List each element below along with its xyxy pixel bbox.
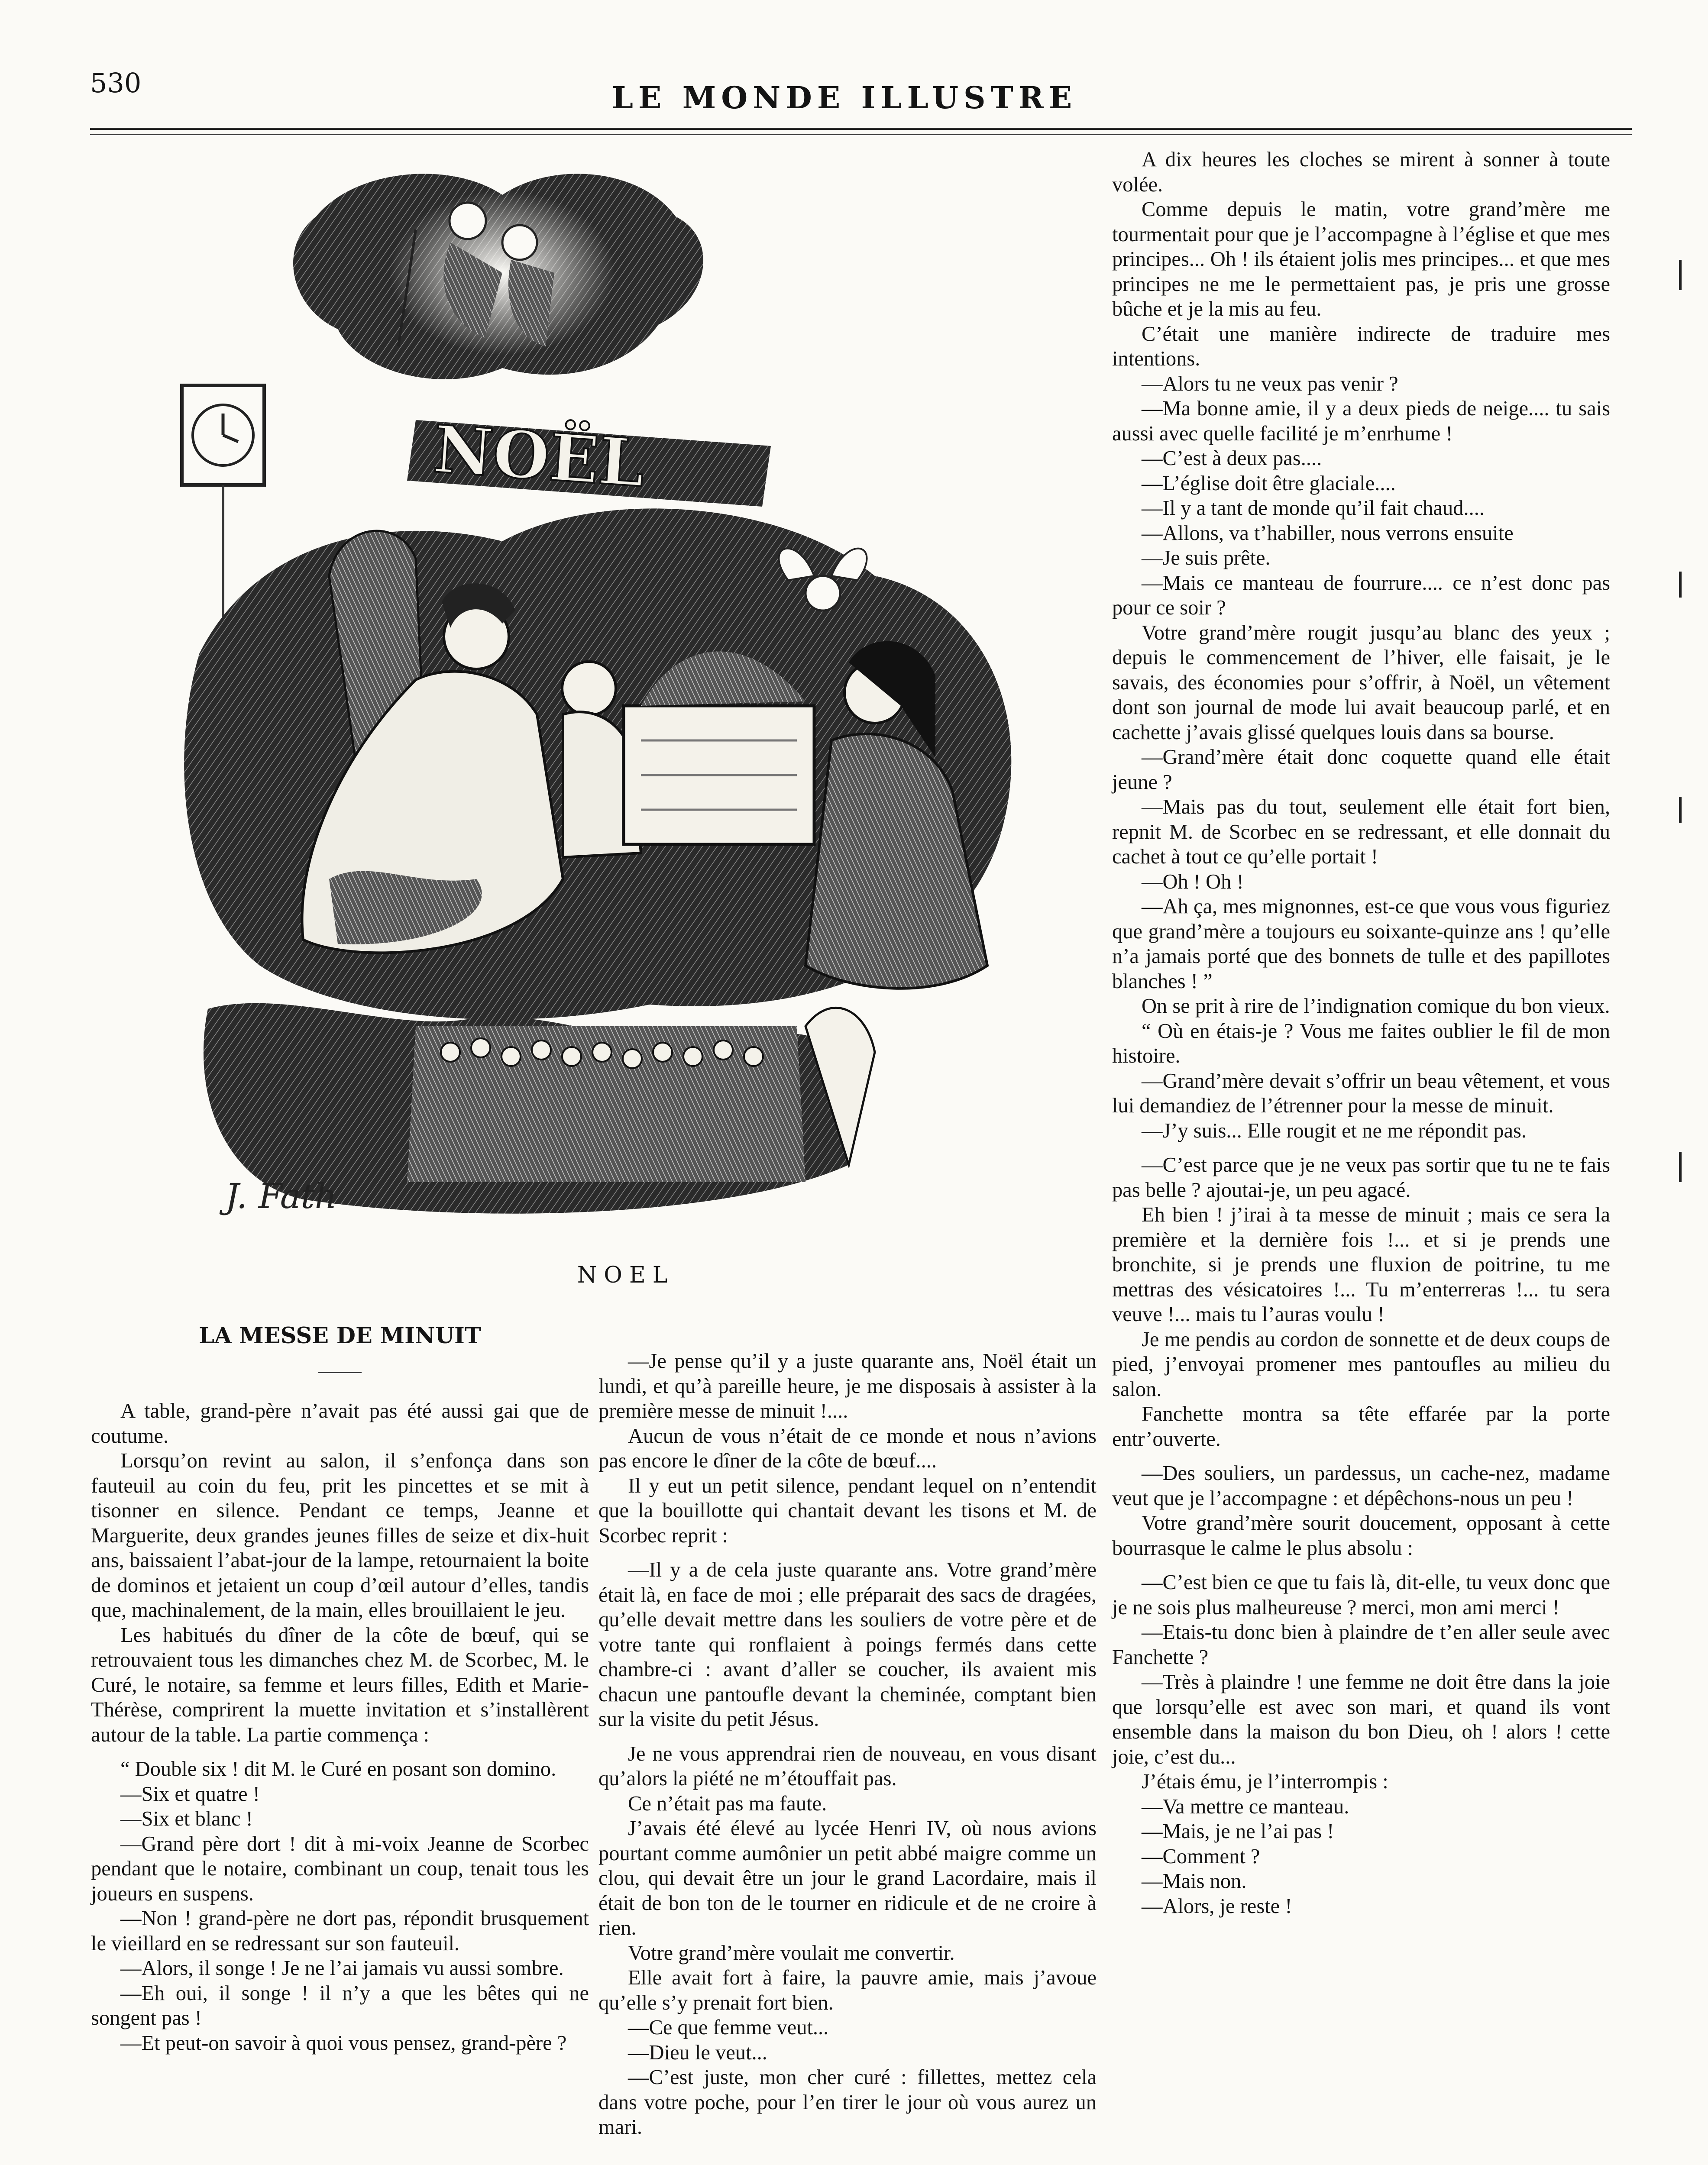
paragraph: C’était une manière indirecte de traduire mes intentions. bbox=[1112, 322, 1610, 370]
paragraph: J’étais ému, je l’interrompis : bbox=[1142, 1770, 1388, 1793]
paragraph: —Ce que femme veut... bbox=[628, 2016, 829, 2039]
holy-family-vignette bbox=[293, 174, 703, 379]
paragraph: —Alors tu ne veux pas venir ? bbox=[1142, 372, 1398, 395]
paragraph: —Dieu le veut... bbox=[628, 2041, 767, 2064]
paragraph: —Etais-tu donc bien à plaindre de t’en aller seule avec Fanchette ? bbox=[1112, 1621, 1610, 1669]
paragraph: —Mais, je ne l’ai pas ! bbox=[1142, 1820, 1334, 1843]
masthead: LE MONDE ILLUSTRE bbox=[611, 80, 1077, 116]
paragraph: —Mais pas du tout, seulement elle était fort bien, repnit M. de Scorbec en se redressant, et elle donnait du cachet à tout ce qu’elle portait ! bbox=[1112, 795, 1610, 868]
paragraph: —Six et blanc ! bbox=[120, 1807, 253, 1830]
paragraph: —Mais ce manteau de fourrure.... ce n’est donc pas pour ce soir ? bbox=[1112, 571, 1610, 619]
paragraph: —Mais non. bbox=[1142, 1870, 1247, 1893]
paragraph: —Grand’mère devait s’offrir un beau vêtement, et vous lui demandiez de l’étrenner pour la messe de minuit. bbox=[1112, 1069, 1610, 1117]
paragraph: —Alors, je reste ! bbox=[1142, 1894, 1292, 1918]
paragraph: Fanchette montra sa tête effarée par la porte entr’ouverte. bbox=[1112, 1402, 1610, 1451]
paragraph: Je ne vous apprendrai rien de nouveau, en vous disant qu’alors la piété ne m’étouffait pas. bbox=[598, 1742, 1097, 1790]
paragraph: “ Où en étais-je ? Vous me faites oublier le fil de mon histoire. bbox=[1112, 1019, 1610, 1067]
paragraph: —Grand père dort ! dit à mi-voix Jeanne de Scorbec pendant que le notaire, combinant un coup, tenait tous les joueurs en suspens. bbox=[91, 1832, 589, 1905]
header-rule bbox=[90, 128, 1632, 130]
illustration-caption: NOEL bbox=[577, 1262, 675, 1288]
paragraph: Lorsqu’on revint au salon, il s’enfonça dans son fauteuil au coin du feu, prit les pincettes et se mit à tisonner en silence. Pendant ce temps, Jeanne et Marguerite, deux grandes jeunes filles de seize et dix-huit ans, baissaient l’abat-jour de la lampe, retournaient la boite de dominos et jetaient un coup d’œil autour d’elles, tandis que, machinalement, de la main, elles brouillaient le jeu. bbox=[91, 1449, 589, 1622]
paragraph: —Allons, va t’habiller, nous verrons ensuite bbox=[1142, 521, 1514, 545]
paragraph: Votre grand’mère sourit doucement, opposant à cette bourrasque le calme le plus absolu : bbox=[1112, 1512, 1610, 1560]
paragraph: —Non ! grand-père ne dort pas, répondit brusquement le vieillard en se redressant sur son fauteuil. bbox=[91, 1907, 589, 1955]
artist-signature: J. Fath bbox=[225, 1176, 337, 1216]
paragraph: Elle avait fort à faire, la pauvre amie, mais j’avoue qu’elle s’y prenait fort bien. bbox=[598, 1966, 1097, 2014]
paragraph: On se prit à rire de l’indignation comique du bon vieux. bbox=[1142, 995, 1610, 1018]
paragraph: Votre grand’mère voulait me convertir. bbox=[628, 1941, 955, 1965]
banner-text: NOËL bbox=[431, 411, 647, 502]
paragraph: Aucun de vous n’était de ce monde et nous n’avions pas encore le dîner de la côte de bœuf.... bbox=[598, 1424, 1097, 1472]
paragraph: —C’est bien ce que tu fais là, dit-elle, tu veux donc que je ne sois plus malheureuse ? merci, mon ami merci ! bbox=[1112, 1571, 1610, 1619]
family-scene bbox=[184, 508, 1011, 1019]
paragraph: Eh bien ! j’irai à ta messe de minuit ; mais ce sera la première et la dernière fois !... et si je prends une bronchite, si je prends une fluxion de poitrine, tu me mettras des vésicatoires !... Tu m’enterreras !... tu sera veuve !... mais tu l’auras voulu ! bbox=[1112, 1203, 1610, 1326]
paragraph: Votre grand’mère rougit jusqu’au blanc des yeux ; depuis le commencement de l’hiver, elle faisait, je le savais, des économies pour s’offrir, à Noël, un vêtement dont son journal de mode lui avait beaucoup parlé, et en cachette j’avais glissé quelques louis dans sa bourse. bbox=[1112, 621, 1610, 744]
paragraph: —Et peut-on savoir à quoi vous pensez, grand-père ? bbox=[120, 2031, 567, 2055]
margin-marks bbox=[1676, 260, 1685, 2078]
paragraph: Les habitués du dîner de la côte de bœuf, qui se retrouvaient tous les dimanches chez M. de Scorbec, M. le Curé, le notaire, sa femme et leurs filles, Edith et Marie-Thérèse, comprirent la muette invitation et s’installèrent autour de la table. La partie commença : bbox=[91, 1623, 589, 1746]
header-rule-thin bbox=[90, 134, 1632, 135]
paragraph: —Je suis prête. bbox=[1142, 546, 1271, 569]
middle-column bbox=[598, 1349, 1097, 2140]
paragraph: —Oh ! Oh ! bbox=[1142, 870, 1244, 893]
paragraph: —Alors, il songe ! Je ne l’ai jamais vu aussi sombre. bbox=[120, 1957, 564, 1980]
paragraph: —L’église doit être glaciale.... bbox=[1142, 472, 1396, 495]
paragraph: —Va mettre ce manteau. bbox=[1142, 1795, 1349, 1818]
paragraph: —Grand’mère était donc coquette quand elle était jeune ? bbox=[1112, 746, 1610, 794]
paragraph: —C’est parce que je ne veux pas sortir que tu ne te fais pas belle ? ajoutai-je, un peu agacé. bbox=[1112, 1154, 1610, 1202]
paragraph: —Il y a tant de monde qu’il fait chaud.... bbox=[1142, 497, 1485, 520]
title-rule bbox=[318, 1372, 362, 1373]
paragraph: —C’est juste, mon cher curé : fillettes, mettez cela dans votre poche, pour l’en tirer le jour où vous aurez un mari. bbox=[598, 2066, 1097, 2139]
paragraph: —Ma bonne amie, il y a deux pieds de neige.... tu sais aussi avec quelle facilité je m’enrhume ! bbox=[1112, 397, 1610, 445]
right-column bbox=[1112, 147, 1610, 1919]
paragraph: “ Double six ! dit M. le Curé en posant son domino. bbox=[120, 1758, 556, 1780]
paragraph: —Six et quatre ! bbox=[120, 1782, 260, 1806]
paragraph: —Ah ça, mes mignonnes, est-ce que vous vous figuriez que grand’mère a toujours eu soixante-quinze ans ! qu’elle n’a jamais porté que des bonnets de tulle et des papillotes blanches ! ” bbox=[1112, 895, 1610, 993]
paragraph: Je me pendis au cordon de sonnette et de deux coups de pied, j’envoyai promener mes pantoufles au milieu du salon. bbox=[1112, 1328, 1610, 1401]
paragraph: —Très à plaindre ! une femme ne doit être dans la joie que lorsqu’elle est avec son mari, et quand ils vont ensemble dans la maison du bon Dieu, oh ! alors ! cette joie, c’est du... bbox=[1112, 1671, 1610, 1768]
page-number: 530 bbox=[90, 67, 142, 99]
paragraph: Ce n’était pas ma faute. bbox=[628, 1792, 827, 1815]
paragraph: —J’y suis... Elle rougit et ne me répondit pas. bbox=[1142, 1119, 1527, 1142]
paragraph: Il y eut un petit silence, pendant lequel on n’entendit que la bouillotte qui chantait devant les tisons et M. de Scorbec reprit : bbox=[598, 1474, 1097, 1547]
paragraph: —Comment ? bbox=[1142, 1845, 1260, 1868]
paragraph: —Il y a de cela juste quarante ans. Votre grand’mère était là, en face de moi ; elle préparait des sacs de dragées, qu’elle devait mettre dans les souliers de votre père et de votre tante qui ronflaient à poings fermés dans cette chambre-ci : avant d’aller se coucher, ils avaient mis chacun une pantoufle devant la cheminée, comptant bien sur la visite du petit Jésus. bbox=[598, 1558, 1097, 1731]
paragraph: —Eh oui, il songe ! il n’y a que les bêtes qui ne songent pas ! bbox=[91, 1981, 589, 2029]
noel-banner bbox=[407, 410, 771, 507]
paragraph: —Des souliers, un pardessus, un cache-nez, madame veut que je l’accompagne : et dépêchons-nous un peu ! bbox=[1112, 1462, 1610, 1510]
paragraph: —C’est à deux pas.... bbox=[1142, 447, 1322, 470]
left-column bbox=[91, 1399, 589, 2055]
article-title: LA MESSE DE MINUIT bbox=[199, 1323, 481, 1349]
noel-engraving bbox=[173, 143, 1078, 1243]
paragraph: A dix heures les cloches se mirent à sonner à toute volée. bbox=[1112, 148, 1610, 196]
paragraph: —Je pense qu’il y a juste quarante ans, Noël était un lundi, et qu’à pareille heure, je me disposais à assister à la première messe de minuit !.... bbox=[598, 1350, 1097, 1422]
paragraph: J’avais été élevé au lycée Henri IV, où nous avions pourtant comme aumônier un petit abbé maigre comme un clou, qui devait être un jour le grand Lacordaire, mais il était de bon ton de le tourner en ridicule et de ne croire à rien. bbox=[598, 1817, 1097, 1939]
paragraph: A table, grand-père n’avait pas été aussi gai que de coutume. bbox=[91, 1399, 589, 1448]
paragraph: Comme depuis le matin, votre grand’mère me tourmentait pour que je l’accompagne à l’église et que mes principes... Oh ! ils étaient jolis mes principes... et que mes principes ne me le permettaient pas, je pris une grosse bûche et je la mis au feu. bbox=[1112, 198, 1610, 320]
